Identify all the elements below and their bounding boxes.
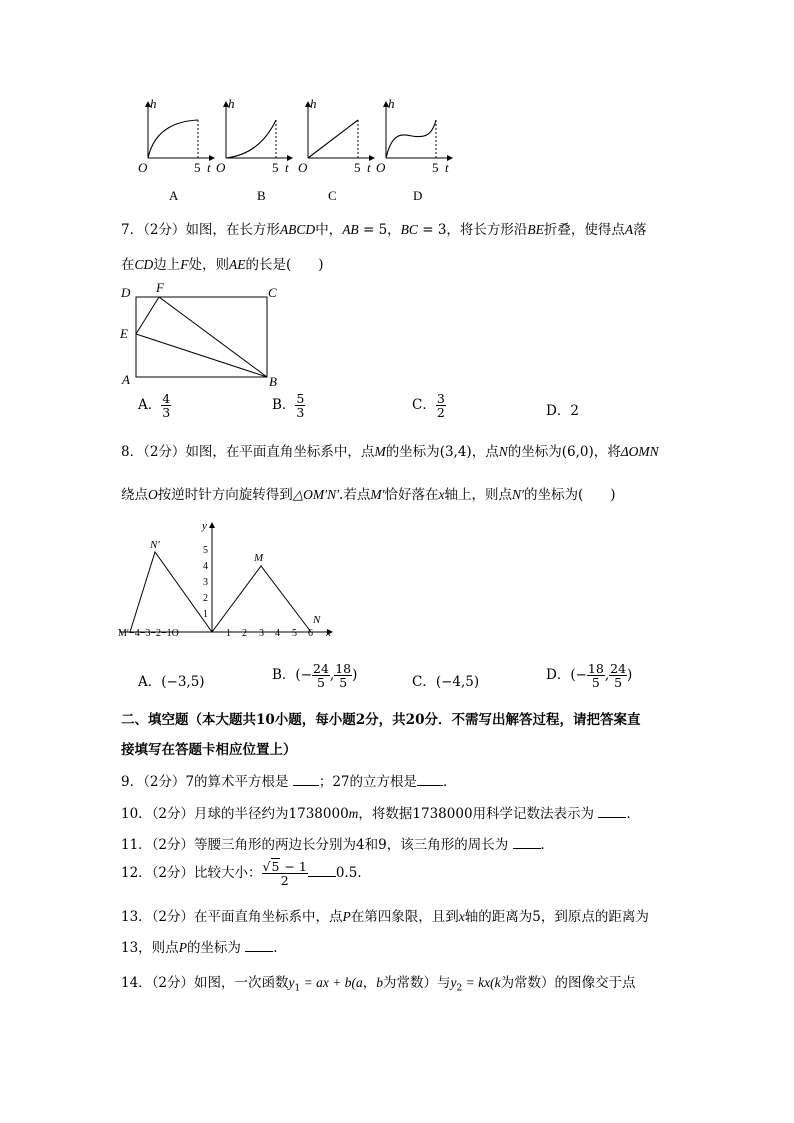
svg-text:x: x (326, 627, 331, 639)
svg-text:O: O (298, 160, 308, 175)
svg-text:h: h (310, 96, 317, 111)
svg-text:5: 5 (432, 160, 439, 175)
svg-text:5: 5 (272, 160, 279, 175)
svg-text:1: 1 (203, 609, 208, 620)
q6-graph-c (298, 96, 374, 203)
q7-line2: 在CD边上F处，则AE的长是( ) (121, 257, 324, 273)
q6-graph-a (138, 96, 214, 203)
q8-figure (114, 515, 344, 645)
svg-text:2: 2 (242, 628, 247, 639)
q6-graph-b (216, 96, 292, 203)
q13-line1: 13．（2分）在平面直角坐标系中，点P在第四象限，且到x轴的距离为5，到原点的距离为 (121, 909, 649, 925)
label-b: B (269, 374, 277, 389)
q11-answer-blank[interactable] (513, 836, 541, 849)
graph-label-d: D (413, 188, 423, 203)
svg-text:t: t (367, 160, 371, 175)
q12: 12．（2分）比较大小： $\frac{√5 - 1}{2}$ 0.5. (121, 859, 362, 889)
section2-heading-line2: 接填写在答题卡相应位置上） (121, 742, 297, 758)
svg-text:4: 4 (275, 628, 280, 639)
label-n: N (313, 614, 321, 626)
svg-text:O: O (216, 160, 226, 175)
axis-h-label: h (150, 96, 157, 111)
q6-graph-d (376, 96, 452, 203)
q7-choice-c[interactable]: C． $\frac{3}{2}$ (412, 391, 445, 421)
svg-text:5: 5 (354, 160, 361, 175)
label-m: M (254, 552, 264, 564)
q12-answer-blank[interactable] (308, 864, 336, 877)
q8-line1: 8．（2分）如图，在平面直角坐标系中，点M的坐标为(3,4)，点N的坐标为(6,0)，将ΔOMN (121, 444, 659, 460)
label-c: C (268, 285, 277, 300)
svg-text:1: 1 (226, 628, 231, 639)
q11: 11．（2分）等腰三角形的两边长分别为4和9，该三角形的周长为 ． (121, 837, 555, 853)
label-e: E (120, 326, 128, 341)
q7-figure (114, 280, 284, 390)
q10: 10．（2分）月球的半径约为1738000m，将数据1738000用科学记数法表示为 ． (121, 806, 640, 822)
q13-answer-blank[interactable] (245, 939, 273, 952)
label-a: A (122, 372, 130, 387)
q8-choice-b[interactable]: B．(− $\frac{24}{5}$ , $\frac{18}{5}$ ) (272, 661, 358, 691)
y-ticks (203, 545, 208, 620)
svg-text:t: t (445, 160, 449, 175)
q9: 9．（2分）7的算术平方根是 ；27的立方根是 ． (121, 774, 457, 790)
label-n-prime: N′ (150, 539, 160, 551)
q6-graphs (130, 94, 470, 204)
q8-choice-a[interactable]: A．(−3,5) (138, 674, 205, 690)
q7-line1: 7．（2分）如图，在长方形ABCD中，AB = 5，BC = 3，将长方形沿BE折叠，使得点A落 (121, 222, 647, 238)
svg-text:h: h (388, 96, 395, 111)
svg-text:2: 2 (203, 593, 208, 604)
svg-text:3: 3 (203, 577, 208, 588)
label-f: F (156, 280, 164, 295)
svg-text:6: 6 (308, 628, 313, 639)
q8-line2: 绕点O按逆时针方向旋转得到△OM′N′.若点M′恰好落在x轴上，则点N′的坐标为( ) (121, 487, 616, 503)
section2-heading-line1: 二、填空题（本大题共10小题，每小题2分，共20分．不需写出解答过程，请把答案直 (121, 712, 641, 728)
x-ticks (226, 628, 313, 639)
q8-choice-d[interactable]: D．(− $\frac{18}{5}$ , $\frac{24}{5}$ ) (546, 661, 633, 691)
q9-answer-blank-1[interactable] (293, 773, 319, 786)
svg-text:h: h (228, 96, 235, 111)
graph-label-b: B (257, 188, 266, 203)
graph-label-a: A (169, 188, 179, 203)
svg-text:5: 5 (203, 545, 208, 556)
svg-text:t: t (285, 160, 289, 175)
svg-text:4: 4 (203, 561, 208, 572)
svg-text:3: 3 (259, 628, 264, 639)
label-d: D (121, 285, 131, 300)
svg-text:5: 5 (194, 160, 201, 175)
svg-text:y: y (202, 520, 207, 532)
svg-text:t: t (207, 160, 211, 175)
q7-choice-b[interactable]: B． $\frac{5}{3}$ (272, 391, 305, 421)
x-ticks-negative: M′−4−3−2−1O (118, 628, 179, 639)
svg-text:5: 5 (292, 628, 297, 639)
q7-choice-a[interactable]: A． $\frac{4}{3}$ (138, 391, 171, 421)
svg-text:O: O (138, 160, 148, 175)
q8-choice-c[interactable]: C．(−4,5) (412, 674, 480, 690)
q10-answer-blank[interactable] (598, 805, 626, 818)
q9-answer-blank-2[interactable] (417, 773, 443, 786)
graph-label-c: C (328, 188, 337, 203)
q14-line1: 14．（2分）如图，一次函数$y_1$ = ax + b(a，b为常数）与$y_2 = kx(k$为常数）的图像交于点 (121, 975, 636, 994)
q7-choice-d[interactable]: D．2 (546, 403, 579, 419)
q13-line2: 13，则点P的坐标为 ． (121, 940, 287, 956)
svg-text:O: O (376, 160, 386, 175)
